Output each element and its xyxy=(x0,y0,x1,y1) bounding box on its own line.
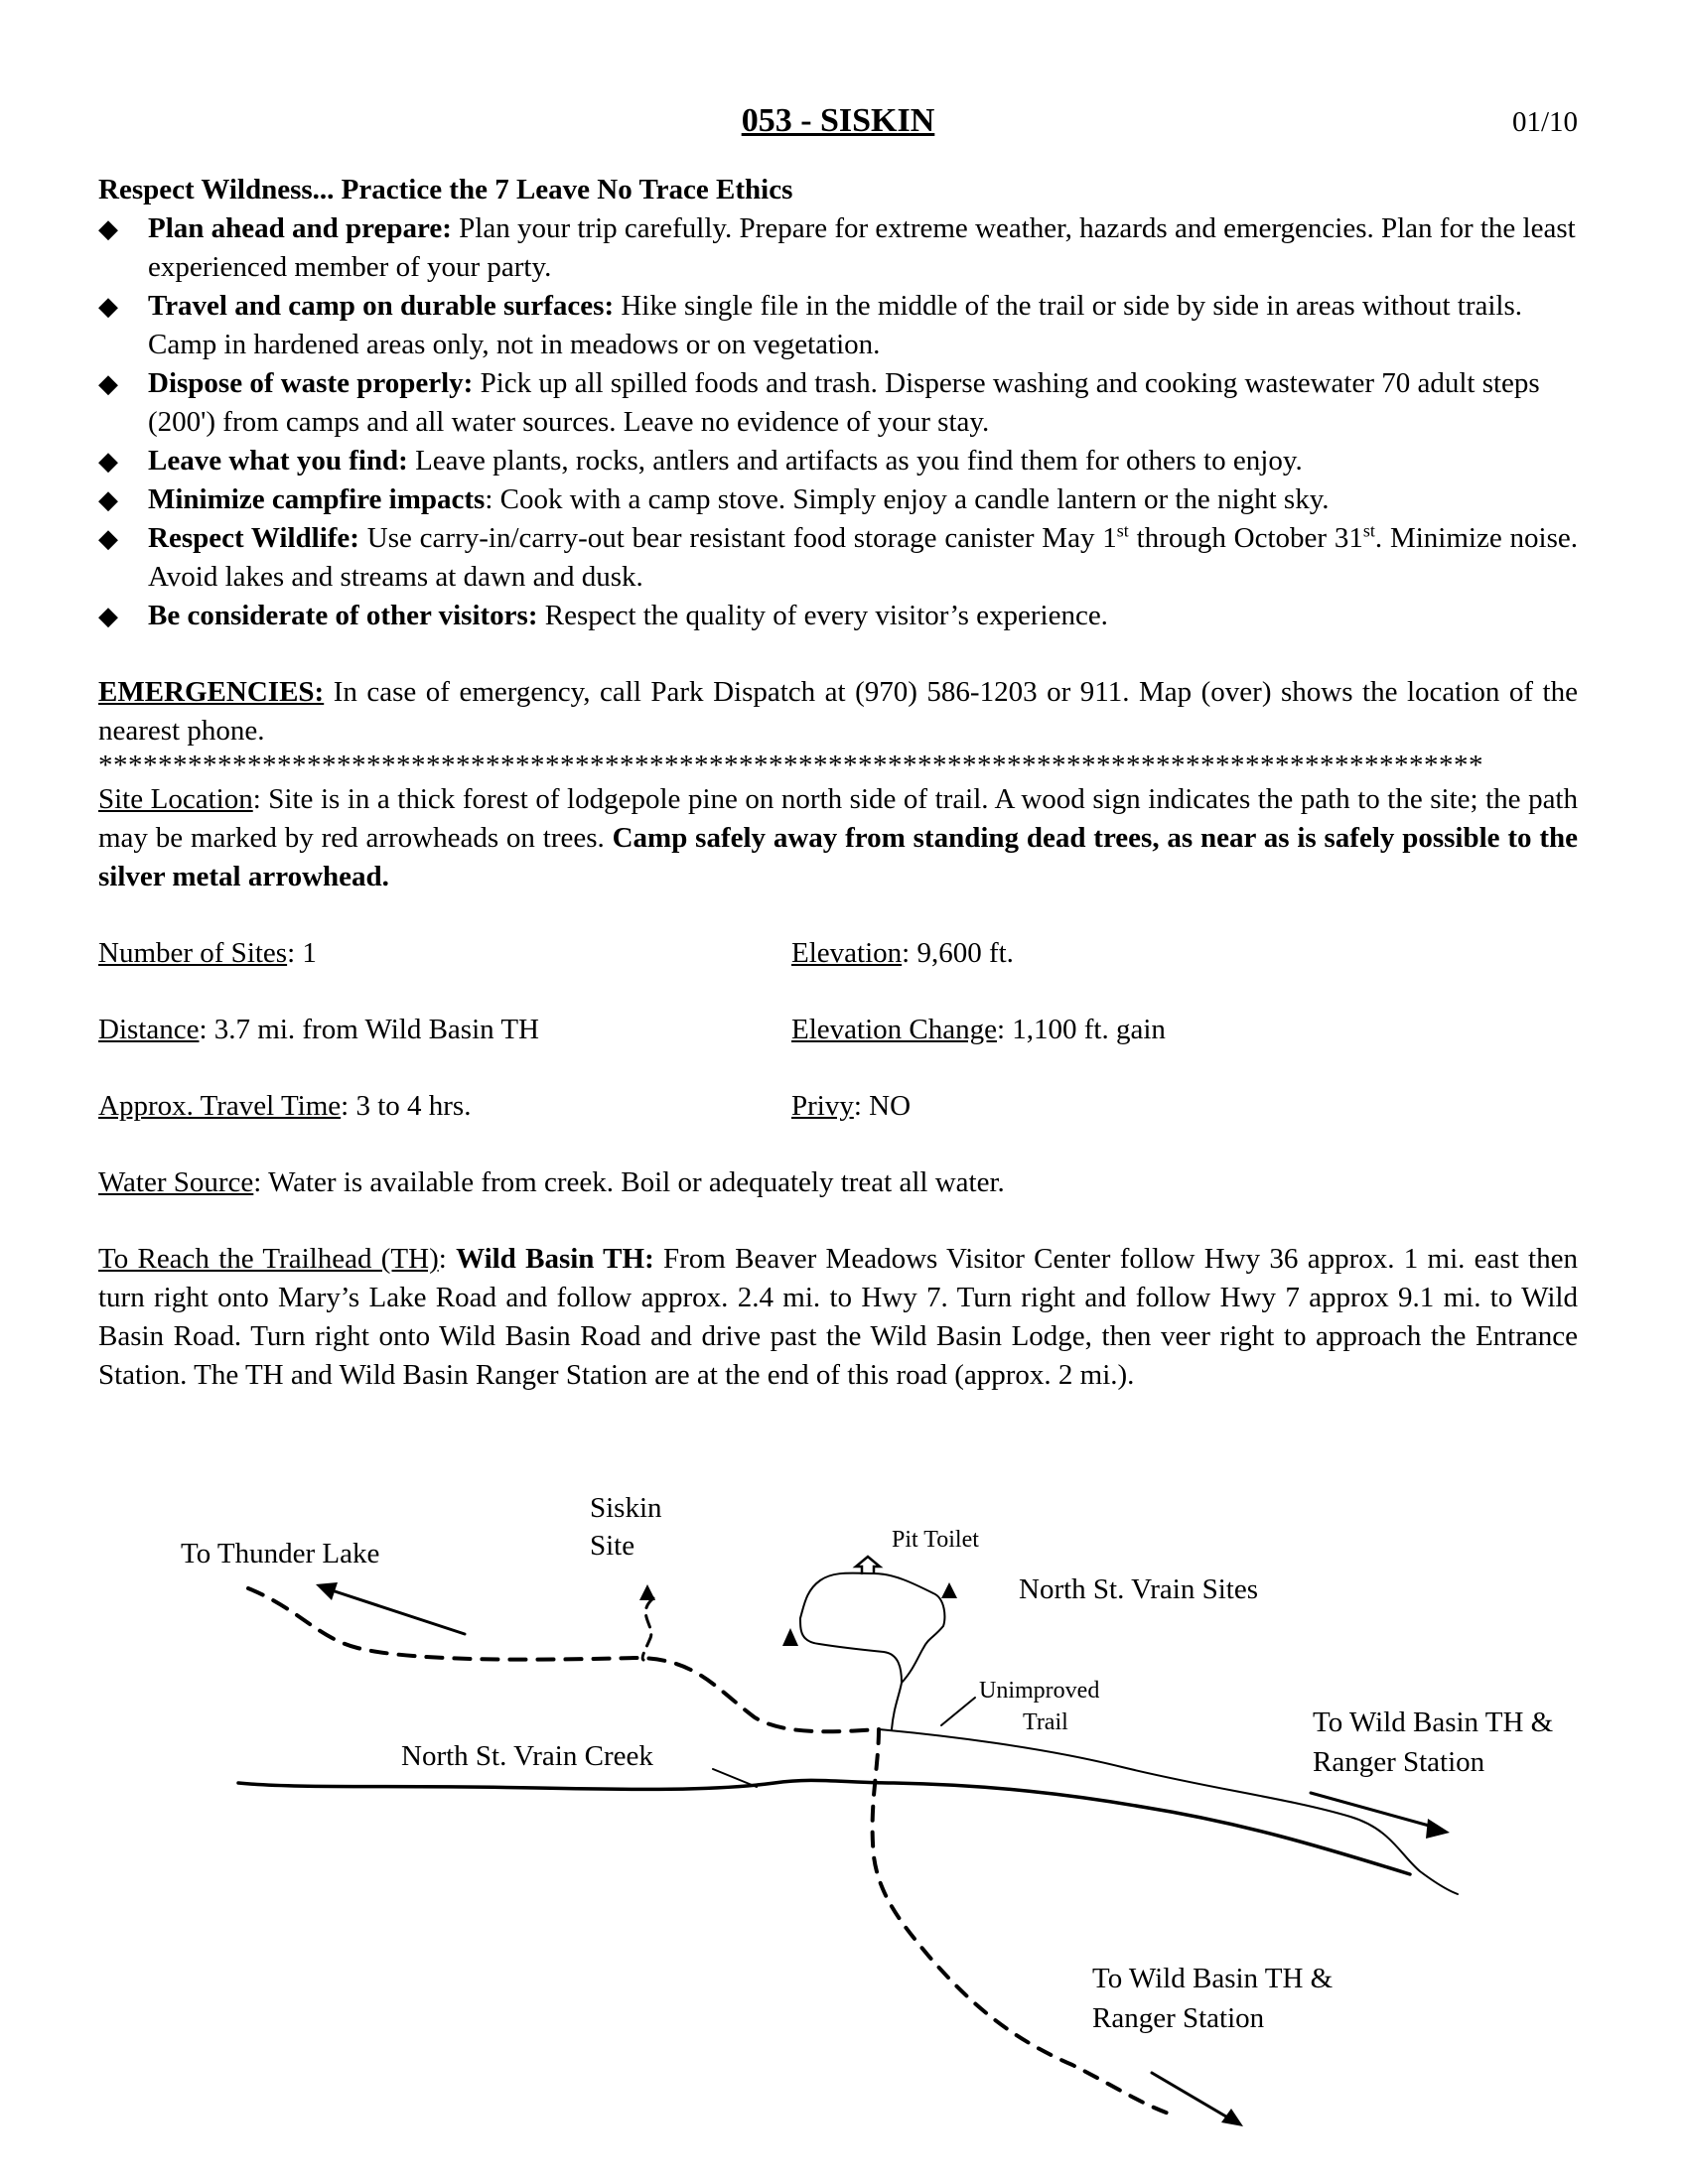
ethic-title: Plan ahead and prepare: xyxy=(148,212,452,244)
detail-value: : 1,100 ft. gain xyxy=(996,1014,1166,1045)
separator: ********************************************************************************************* xyxy=(98,751,1483,780)
emergencies-section xyxy=(98,673,1578,751)
detail-label: Elevation Change xyxy=(791,1014,997,1045)
detail-value: : 3 to 4 hrs. xyxy=(341,1090,472,1122)
privy xyxy=(791,1087,1578,1126)
ethic-item xyxy=(98,442,1578,480)
detail-label: Approx. Travel Time xyxy=(98,1090,342,1122)
label-north-st-vrain-sites: North St. Vrain Sites xyxy=(1019,1573,1259,1605)
header xyxy=(98,99,1578,143)
detail-value: : 9,600 ft. xyxy=(902,937,1014,969)
ethic-title: Respect Wildlife: xyxy=(148,522,359,554)
ethic-text: through October 31 xyxy=(1128,522,1363,554)
north-st-vrain-sites-loop xyxy=(800,1573,944,1729)
trail-map-drawing xyxy=(0,1479,1688,2184)
trailhead-directions xyxy=(98,1240,1578,1395)
north-st-vrain-creek xyxy=(238,1780,1410,1874)
site-location-warning: Camp safely away from standing dead trees, as near as is safely possible to the silver metal arrowhead. xyxy=(98,822,1579,892)
label-unimproved: Unimproved xyxy=(979,1678,1100,1704)
water-source xyxy=(98,1163,1578,1202)
trailhead-name: Wild Basin TH: xyxy=(456,1243,654,1275)
ethic-text: Hike single file in the middle of the trail or side by side in areas without trails. Camp in hardened areas only, not in meadows or on vegetation. xyxy=(148,290,1523,360)
distance xyxy=(98,1011,791,1049)
site-location-label: Site Location xyxy=(98,783,253,815)
south-trail xyxy=(873,1729,1172,2115)
site-location-text: : Site is in a thick forest of lodgepole pine on north side of trail. A wood sign indicates the path to the site; the path may be marked by red arrowheads on trees. xyxy=(98,783,1578,854)
lnt-ethics-list xyxy=(98,209,1578,635)
trail-map xyxy=(0,1479,1688,2184)
elevation xyxy=(791,934,1578,973)
document-page xyxy=(98,99,1578,1395)
ethic-text: Use carry-in/carry-out bear resistant food storage canister May 1 xyxy=(358,522,1117,554)
diamond-bullet-icon: ◆ xyxy=(98,369,118,398)
ethic-text: Pick up all spilled foods and trash. Disperse washing and cooking wastewater 70 adult steps (200') from camps and all water sources. Leave no evidence of your stay. xyxy=(148,367,1540,438)
detail-label: Privy xyxy=(791,1090,854,1122)
site-details xyxy=(98,934,1578,1126)
ethic-title: Leave what you find: xyxy=(148,445,408,477)
ethic-text: : Cook with a camp stove. Simply enjoy a candle lantern or the night sky. xyxy=(485,483,1330,515)
ethic-title: Travel and camp on durable surfaces: xyxy=(148,290,615,322)
site-location-section xyxy=(98,780,1578,896)
ethic-item xyxy=(98,480,1578,519)
label-siskin: Siskin xyxy=(590,1492,662,1524)
travel-time xyxy=(98,1087,791,1126)
label-to-wild-basin-right-2: Ranger Station xyxy=(1313,1746,1485,1778)
label-pit-toilet: Pit Toilet xyxy=(892,1527,979,1553)
campsite-triangle-icon xyxy=(639,1584,655,1600)
ordinal-suffix: st xyxy=(1116,520,1129,541)
label-to-wild-basin-bottom-2: Ranger Station xyxy=(1092,2002,1265,2034)
emergencies-text: In case of emergency, call Park Dispatch at (970) 586-1203 or 911. Map (over) shows the location of the nearest phone. xyxy=(98,676,1578,747)
creek-pointer xyxy=(713,1769,757,1787)
arrow-wild-basin-bottom xyxy=(1152,2073,1236,2122)
siskin-spur-trail xyxy=(642,1598,653,1660)
diamond-bullet-icon: ◆ xyxy=(98,524,118,553)
number-of-sites xyxy=(98,934,791,973)
ethic-text: . Minimize noise. Avoid lakes and streams at dawn and dusk. xyxy=(148,522,1578,593)
elevation-change xyxy=(791,1011,1578,1049)
campsite-triangle-icon xyxy=(782,1628,798,1646)
revision-date: 01/10 xyxy=(1511,106,1578,138)
ethic-item xyxy=(98,209,1578,287)
label-to-wild-basin-bottom-1: To Wild Basin TH & xyxy=(1092,1963,1334,1994)
pit-toilet-icon xyxy=(856,1557,880,1574)
ethic-title: Minimize campfire impacts xyxy=(148,483,486,515)
water-text: : Water is available from creek. Boil or adequately treat all water. xyxy=(253,1166,1005,1198)
unimproved-pointer xyxy=(941,1698,975,1725)
diamond-bullet-icon: ◆ xyxy=(98,292,118,321)
label-to-thunder-lake: To Thunder Lake xyxy=(181,1538,380,1570)
diamond-bullet-icon: ◆ xyxy=(98,447,118,476)
arrow-thunder-lake xyxy=(326,1588,465,1634)
trailhead-label: To Reach the Trailhead (TH) xyxy=(98,1243,439,1275)
page-title: 053 - SISKIN xyxy=(741,102,935,139)
label-trail: Trail xyxy=(1023,1709,1068,1735)
diamond-bullet-icon: ◆ xyxy=(98,214,118,243)
detail-value: : 1 xyxy=(287,937,317,969)
ethic-text: Respect the quality of every visitor’s experience. xyxy=(537,600,1108,631)
diamond-bullet-icon: ◆ xyxy=(98,602,118,630)
diamond-bullet-icon: ◆ xyxy=(98,485,118,514)
trailhead-text: From Beaver Meadows Visitor Center follow Hwy 36 approx. 1 mi. east then turn right onto Mary’s Lake Road and follow approx. 2.4 mi. to Hwy 7. Turn right and follow Hwy 7 approx 9.1 mi. to Wild Basin Road. Turn right onto Wild Basin Road and drive past the Wild Basin Lodge, then veer right to approach the Entrance Station. The TH and Wild Basin Ranger Station are at the end of this road (approx. 2 mi.). xyxy=(98,1243,1578,1391)
detail-value: : NO xyxy=(853,1090,912,1122)
ethic-item xyxy=(98,364,1578,442)
arrowhead-icon xyxy=(1426,1819,1450,1839)
ethic-title: Dispose of waste properly: xyxy=(148,367,474,399)
arrowhead-icon xyxy=(1221,2109,1243,2126)
ordinal-suffix: st xyxy=(1362,520,1375,541)
trailhead-colon: : xyxy=(438,1243,457,1275)
detail-value: : 3.7 mi. from Wild Basin TH xyxy=(199,1014,540,1045)
label-north-st-vrain-creek: North St. Vrain Creek xyxy=(401,1740,653,1772)
ethic-text: Leave plants, rocks, antlers and artifacts as you find them for others to enjoy. xyxy=(407,445,1303,477)
label-site: Site xyxy=(590,1530,635,1562)
label-to-wild-basin-right-1: To Wild Basin TH & xyxy=(1313,1706,1554,1738)
detail-label: Elevation xyxy=(791,937,903,969)
detail-label: Number of Sites xyxy=(98,937,288,969)
campsite-triangle-icon xyxy=(941,1582,957,1598)
emergencies-label: EMERGENCIES: xyxy=(98,676,325,708)
ethic-item xyxy=(98,287,1578,364)
ethic-title: Be considerate of other visitors: xyxy=(148,600,538,631)
water-label: Water Source xyxy=(98,1166,254,1198)
ethic-item xyxy=(98,597,1578,635)
ethic-item xyxy=(98,519,1578,597)
arrowhead-icon xyxy=(316,1582,338,1600)
lnt-heading: Respect Wildness... Practice the 7 Leave No Trace Ethics xyxy=(98,174,793,205)
main-trail xyxy=(248,1588,879,1731)
detail-label: Distance xyxy=(98,1014,200,1045)
ethic-text: Plan your trip carefully. Prepare for extreme weather, hazards and emergencies. Plan for the least experienced member of your party. xyxy=(148,212,1576,283)
